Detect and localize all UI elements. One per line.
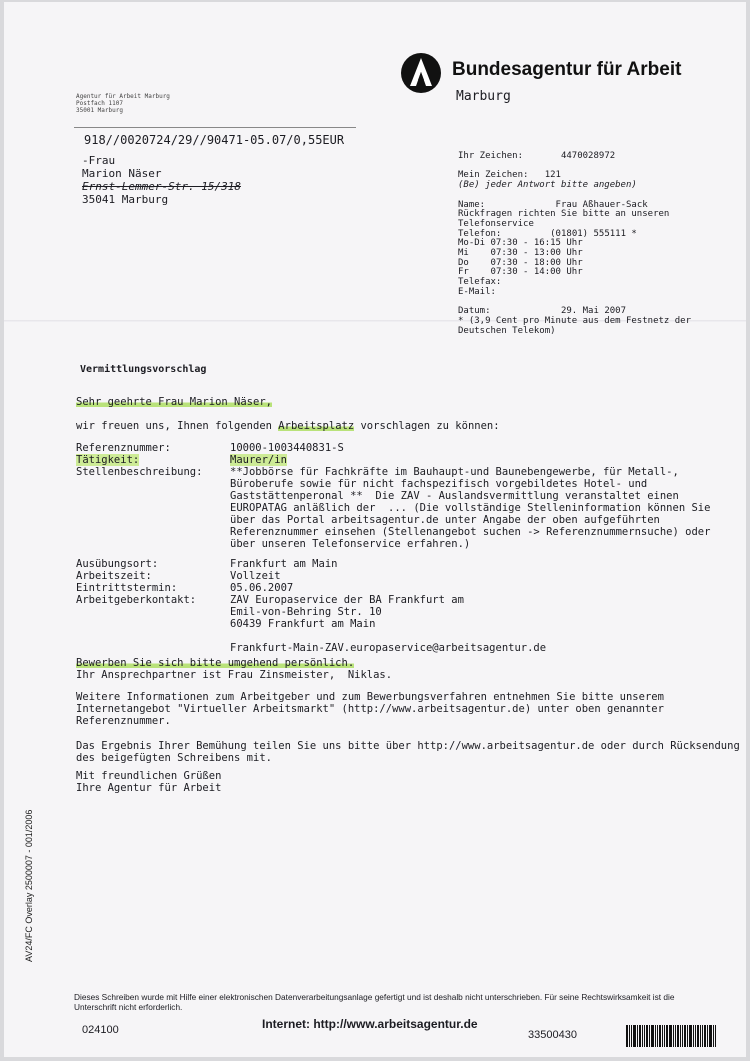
barcode-bar — [649, 1025, 650, 1047]
barcode-bar — [626, 1025, 628, 1047]
barcode-bar — [631, 1025, 632, 1047]
letter-subject: Vermittlungsvorschlag — [80, 364, 207, 375]
greeting: Sehr geehrte Frau Marion Näser, — [76, 396, 272, 408]
barcode-bar — [639, 1025, 641, 1047]
barcode-bar — [700, 1025, 701, 1047]
barcode-bar — [629, 1025, 630, 1047]
barcode — [626, 1025, 730, 1047]
beschreibung-label: Stellenbeschreibung: — [76, 466, 203, 478]
sender-address: Agentur für Arbeit Marburg Postfach 1107 35001 Marburg — [76, 93, 170, 114]
code-right: 33500430 — [528, 1029, 577, 1041]
barcode-bar — [669, 1025, 672, 1047]
barcode-bar — [646, 1025, 648, 1047]
barcode-bar — [644, 1025, 645, 1047]
barcode-bar — [666, 1025, 668, 1047]
barcode-bar — [695, 1025, 696, 1047]
barcode-bar — [677, 1025, 679, 1047]
taetigkeit-label: Tätigkeit: — [76, 454, 140, 466]
reference-block: Ihr Zeichen: 4470028972 Mein Zeichen: 121 (Be) jeder Antwort bitte angeben) Name: Frau Aßhauer-Sack Rückfragen richten Sie bitte an unseren Telefonservice Telefon: (01801) 555111 * Mo-Di 07:30 - 16:15 Uhr Mi 07:30 - 13:00 Uhr Do 07:30 - 18:00 Uhr Fr 07:30 - 14:00 Uhr Telefax: E-Mail: Datum: 29. Mai 2007 * (3,9 Cent pro Minute aus dem Festnetz der Deutschen Telekom) — [458, 151, 691, 336]
barcode-bar — [675, 1025, 676, 1047]
referenznummer-value: 10000-1003440831-S — [230, 442, 344, 454]
overlay-code: AV24/FC Overlay 2500007 - 001/2006 — [24, 809, 34, 962]
barcode-bar — [689, 1025, 692, 1047]
barcode-bar — [693, 1025, 694, 1047]
barcode-bar — [642, 1025, 643, 1047]
barcode-bar — [659, 1025, 661, 1047]
intro-line: wir freuen uns, Ihnen folgenden Arbeitsplatz vorschlagen zu können: — [76, 420, 500, 432]
barcode-bar — [657, 1025, 658, 1047]
barcode-bar — [687, 1025, 688, 1047]
barcode-bar — [682, 1025, 683, 1047]
barcode-bar — [704, 1025, 706, 1047]
referenznummer-label: Referenznummer: — [76, 442, 171, 454]
letter-page — [4, 2, 746, 1057]
barcode-bar — [651, 1025, 654, 1047]
taetigkeit-value: Maurer/in — [230, 454, 287, 466]
contact-email: Frankfurt-Main-ZAV.europaservice@arbeitsagentur.de — [230, 642, 547, 654]
bewerben-line: Bewerben Sie sich bitte umgehend persönlich. Ihr Ansprechpartner ist Frau Zinsmeister, Niklas. — [76, 657, 393, 681]
closing: Mit freundlichen Grüßen Ihre Agentur für Arbeit — [76, 770, 222, 794]
ausuebungsort-label: Ausübungsort: Arbeitszeit: Eintrittstermin: Arbeitgeberkontakt: — [76, 558, 197, 606]
barcode-bar — [633, 1025, 636, 1047]
brand-city: Marburg — [456, 89, 511, 104]
barcode-bar — [673, 1025, 674, 1047]
code-left: 024100 — [82, 1024, 119, 1036]
recipient-address: -Frau Marion Näser Ernst-Lemmer-Str. 15/318 35041 Marburg — [82, 154, 241, 206]
barcode-bar — [709, 1025, 712, 1047]
barcode-bar — [680, 1025, 681, 1047]
barcode-bar — [684, 1025, 686, 1047]
barcode-bar — [655, 1025, 656, 1047]
barcode-bar — [662, 1025, 663, 1047]
barcode-bar — [702, 1025, 703, 1047]
barcode-bar — [637, 1025, 638, 1047]
footer-note: Dieses Schreiben wurde mit Hilfe einer elektronischen Datenverarbeitungsanlage gefertigt und ist deshalb nicht unterschrieben. Für seine Rechtswirksamkeit ist die Unterschrift nicht erforderlich. — [74, 992, 675, 1012]
sender-separator — [74, 127, 356, 128]
postage-line: 918//0020724/29//90471-05.07/0,55EUR — [84, 133, 345, 147]
weitere-info: Weitere Informationen zum Arbeitgeber und zum Bewerbungsverfahren entnehmen Sie bitte unserem Internetangebot "Virtueller Arbeitsmarkt" (http://www.arbeitsagentur.de) unter oben genannter Referenznummer. — [76, 691, 664, 727]
brand-name: Bundesagentur für Arbeit — [452, 59, 682, 80]
ergebnis-text: Das Ergebnis Ihrer Bemühung teilen Sie uns bitte über http://www.arbeitsagentur.de oder durch Rücksendung des beigefügten Schreibens mit. — [76, 740, 740, 764]
ba-logo-icon — [400, 52, 442, 94]
barcode-bar — [697, 1025, 699, 1047]
barcode-bar — [664, 1025, 665, 1047]
barcode-bar — [713, 1025, 714, 1047]
barcode-bar — [707, 1025, 708, 1047]
beschreibung-text: **Jobbörse für Fachkräfte im Bauhaupt-und Baunebengewerbe, für Metall-, Büroberufe sowie für nicht fachspezifisch vorgebildetes Hotel- und Gaststättenperonal ** Die ZAV - Auslandsvermittlung veranstaltet einen EUROPATAG anläßlich der ... (Die vollständige Stelleninformation können Sie über das Portal arbeitsagentur.de unter Angabe der oben aufgeführten Referenznummer einsehen (Stellenangebot suchen -> Referenznummernsuche) oder über unseren Telefonservice erfahren.) — [230, 466, 711, 550]
footer-internet: Internet: http://www.arbeitsagentur.de — [262, 1017, 478, 1031]
barcode-bar — [715, 1025, 716, 1047]
job-details-values: Frankfurt am Main Vollzeit 05.06.2007 ZAV Europaservice der BA Frankfurt am Emil-von-Behring Str. 10 60439 Frankfurt am Main Frankfurt-Main-ZAV.europaservice@arbeitsagentur.de — [230, 558, 547, 654]
